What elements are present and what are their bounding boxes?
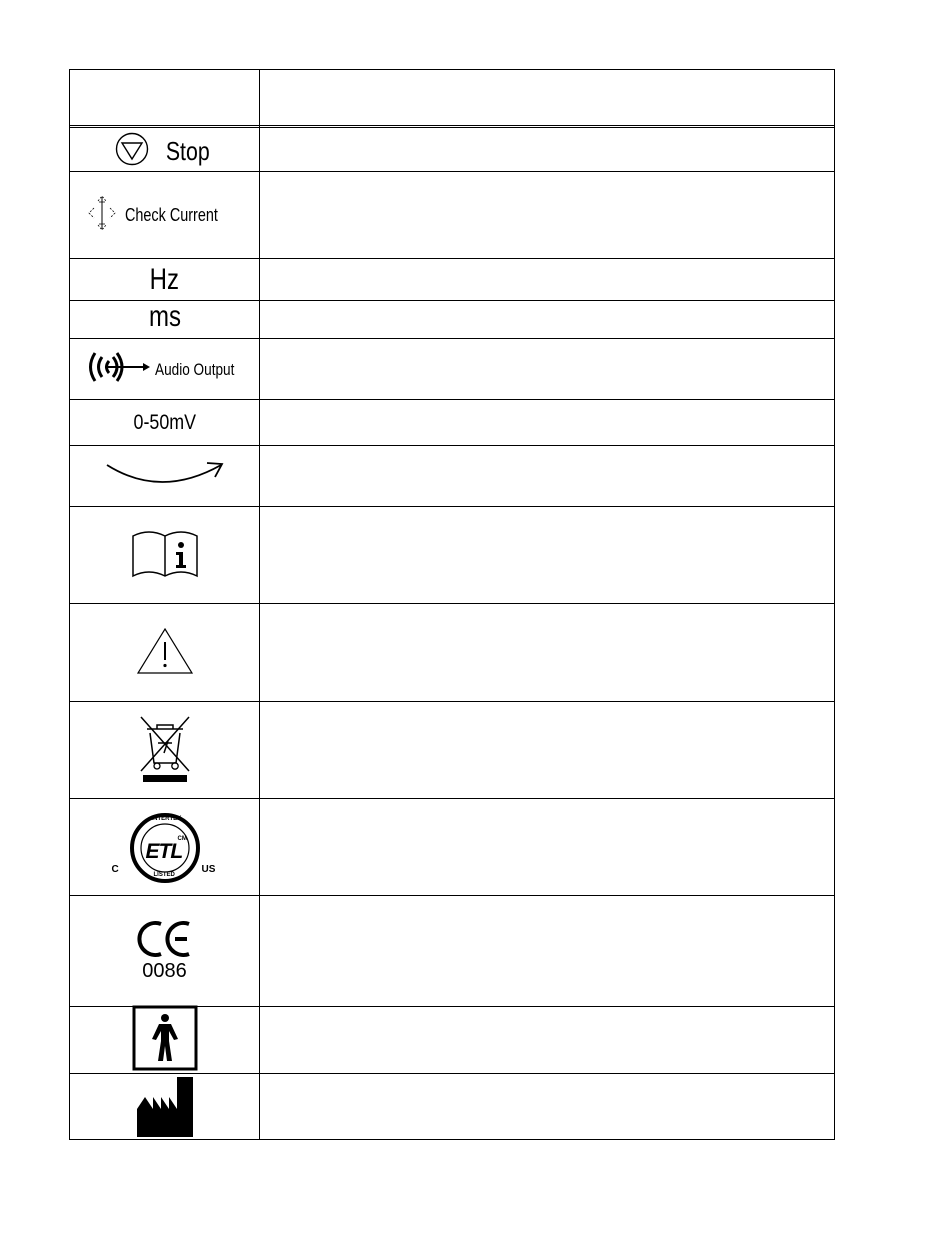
symbol-label: 0-50mV	[133, 411, 196, 434]
description-cell	[260, 702, 834, 799]
table-row	[70, 300, 834, 339]
description-cell	[260, 799, 834, 896]
table-row	[70, 701, 834, 799]
symbol-cell	[70, 301, 259, 339]
symbol-cell	[70, 259, 259, 301]
table-row	[70, 399, 834, 446]
symbol-cell	[70, 507, 259, 604]
symbol-cell	[70, 604, 259, 702]
table-row	[70, 895, 834, 1007]
symbol-cell	[70, 400, 259, 446]
symbol-cell	[70, 446, 259, 507]
header-description-cell	[260, 70, 834, 125]
description-cell	[260, 1007, 834, 1074]
symbol-cell	[70, 339, 259, 400]
audio-output-icon	[85, 349, 151, 390]
symbol-cell	[70, 1074, 259, 1142]
symbol-label: Hz	[149, 263, 180, 296]
stop-triangle-icon	[115, 132, 149, 171]
description-cell	[260, 259, 834, 301]
symbol-label: Audio Output	[154, 359, 234, 379]
table-header-row	[70, 70, 834, 125]
description-cell	[260, 301, 834, 339]
description-cell	[260, 172, 834, 259]
description-cell	[260, 446, 834, 507]
table-row	[70, 1006, 834, 1074]
symbol-cell	[70, 172, 259, 259]
manufacturer-icon	[135, 1075, 195, 1142]
description-cell	[260, 507, 834, 604]
description-cell	[260, 128, 834, 174]
description-cell	[260, 604, 834, 702]
symbols-table	[69, 69, 835, 1140]
symbol-cell	[70, 896, 259, 1007]
symbol-label: Stop	[165, 135, 210, 166]
symbol-cell	[70, 799, 259, 896]
table-row	[70, 338, 834, 400]
weee-crossed-bin-icon	[135, 713, 195, 788]
curved-arrow-icon	[103, 459, 227, 494]
table-row	[70, 798, 834, 896]
table-row	[70, 1073, 834, 1142]
symbol-cell	[70, 128, 259, 174]
description-cell	[260, 1074, 834, 1142]
table-row	[70, 445, 834, 507]
symbol-label: Check Current	[124, 205, 218, 225]
table-row	[70, 171, 834, 259]
symbol-cell	[70, 1007, 259, 1074]
ce-mark-icon	[137, 921, 193, 962]
symbol-label: ms	[148, 300, 181, 333]
table-row	[70, 603, 834, 702]
symbol-cell	[70, 702, 259, 799]
table-row	[70, 125, 834, 174]
header-symbol-cell	[70, 70, 259, 125]
type-bf-applied-part-icon	[132, 1005, 198, 1076]
consult-instructions-icon	[131, 528, 199, 583]
check-current-icon	[85, 194, 119, 237]
table-row	[70, 258, 834, 301]
ce-notified-body-number: 0086	[142, 959, 187, 982]
description-cell	[260, 896, 834, 1007]
warning-triangle-icon	[136, 627, 194, 680]
table-row	[70, 506, 834, 604]
description-cell	[260, 339, 834, 400]
description-cell	[260, 400, 834, 446]
etl-listed-mark-icon: ETL INTERTEK LISTED CM C US	[110, 812, 220, 884]
